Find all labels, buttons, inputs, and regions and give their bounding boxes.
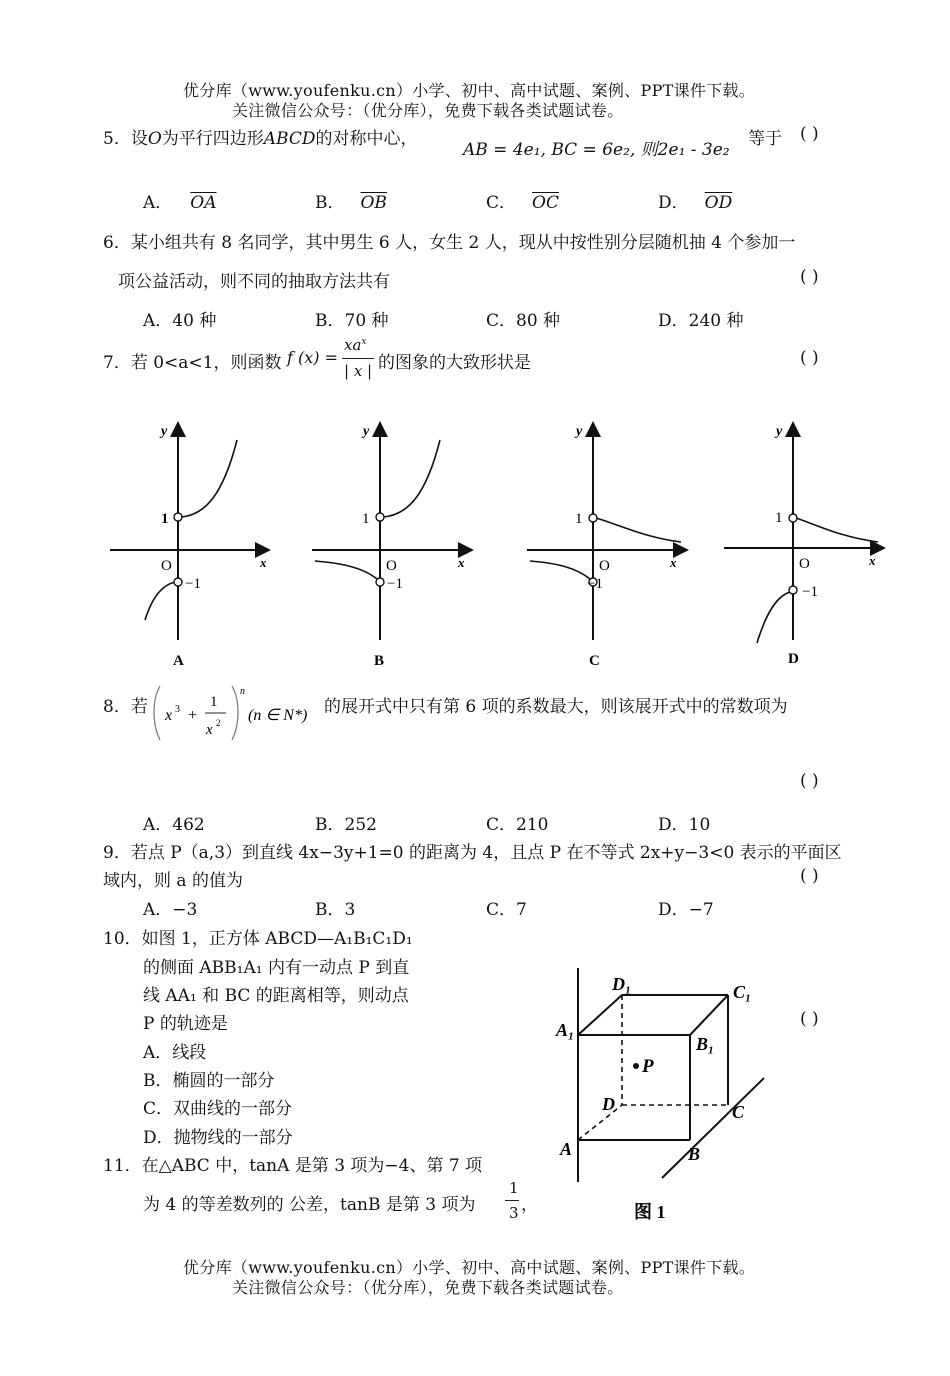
q8-text-a: 若 bbox=[130, 697, 148, 717]
graph-b-open-point-1 bbox=[376, 513, 384, 521]
q5-answer-paren: ( ) bbox=[800, 124, 819, 144]
q8-option-a: A．462 bbox=[143, 815, 205, 835]
q6-option-b: B．70 种 bbox=[315, 311, 389, 331]
graph-d-open-point-neg1 bbox=[789, 586, 797, 594]
q8-plus: + bbox=[188, 707, 198, 724]
q7-fx: f (x) = bbox=[287, 348, 339, 367]
q11-frac-bar bbox=[505, 1200, 519, 1201]
q8-left-paren bbox=[154, 686, 160, 740]
q10-line-2: 的侧面 ABB₁A₁ 内有一动点 P 到直 bbox=[143, 958, 410, 978]
graph-c-curve-left bbox=[530, 561, 590, 579]
graph-a-curve-left bbox=[145, 582, 175, 620]
q5-option-d: D． $\overline{OD}$ bbox=[658, 193, 733, 213]
q10-line-1: 如图 1，正方体 ABCD—A₁B₁C₁D₁ bbox=[141, 929, 413, 949]
q5-o: O bbox=[147, 129, 162, 149]
graph-a-origin: O bbox=[161, 558, 172, 574]
q11-line-1: 在△ABC 中，tanA 是第 3 项为−4、第 7 项 bbox=[141, 1156, 483, 1176]
graph-a-one: 1 bbox=[161, 511, 169, 527]
graph-a-x-label: x bbox=[260, 555, 267, 570]
graph-c-y-label: y bbox=[576, 424, 583, 439]
q8-number: 8． bbox=[103, 697, 131, 717]
graph-b-curve-right bbox=[383, 440, 440, 517]
graph-d-curve-right bbox=[796, 518, 878, 542]
cube-edge-ad bbox=[578, 1105, 622, 1140]
q8-sup3: 3 bbox=[175, 704, 180, 715]
q5-text-c: 的对称中心， bbox=[315, 129, 418, 149]
graph-a-open-point-neg1 bbox=[174, 578, 182, 586]
q5-option-b: B． $\overline{OB}$ bbox=[315, 193, 387, 213]
graph-d-open-point-1 bbox=[789, 514, 797, 522]
q11-tail: ， bbox=[521, 1195, 538, 1215]
q11-frac-den: 3 bbox=[509, 1204, 519, 1222]
q8-condition: (n ∈ N*) bbox=[248, 707, 308, 724]
header-line-1: 优分库（www.youfenku.cn）小学、初中、高中试题、案例、PPT课件下载。 bbox=[183, 81, 756, 100]
q10-line-3: 线 AA₁ 和 BC 的距离相等，则动点 bbox=[143, 986, 409, 1006]
q10-option-b: B．椭圆的一部分 bbox=[143, 1071, 275, 1091]
q7-fraction-bar bbox=[342, 358, 374, 359]
graph-b-label: B bbox=[374, 653, 385, 669]
graph-c-origin: O bbox=[599, 558, 610, 574]
q9-line-2: 域内，则 a 的值为 bbox=[103, 871, 243, 891]
graph-b-one: 1 bbox=[362, 511, 370, 527]
graph-a-y-label: y bbox=[161, 424, 168, 439]
graph-b-neg-one: −1 bbox=[387, 576, 403, 592]
cube-label-d1: D₁ bbox=[612, 974, 632, 994]
graph-a-label: A bbox=[173, 653, 184, 669]
cube-label-c: C bbox=[732, 1102, 745, 1122]
q6-line-1: 某小组共有 8 名同学，其中男生 6 人，女生 2 人，现从中按性别分层随机抽 4 个参加一 bbox=[130, 233, 796, 253]
q6-answer-paren: ( ) bbox=[800, 267, 819, 287]
q7-denominator: | x | bbox=[344, 362, 373, 380]
graph-b-curve-left bbox=[315, 561, 377, 579]
q11-number: 11． bbox=[103, 1156, 142, 1176]
q5-number: 5． bbox=[103, 129, 131, 149]
q8-option-b: B．252 bbox=[315, 815, 377, 835]
q5-text-b: 为平行四边形 bbox=[161, 129, 264, 149]
q5-option-c: C． $\overline{OC}$ bbox=[486, 193, 559, 213]
cube-label-a1: A₁ bbox=[556, 1020, 575, 1040]
graph-c-one: 1 bbox=[575, 511, 583, 527]
q9-option-d: D．−7 bbox=[658, 900, 714, 920]
q10-line-4: P 的轨迹是 bbox=[143, 1014, 228, 1034]
graph-d-label: D bbox=[788, 651, 799, 667]
graph-d-x-label: x bbox=[869, 553, 876, 568]
q8-frac-den: x bbox=[206, 722, 213, 738]
q10-option-c: C．双曲线的一部分 bbox=[143, 1099, 293, 1119]
cube-label-b: B bbox=[688, 1144, 701, 1164]
graph-d-one: 1 bbox=[775, 510, 783, 526]
q6-option-c: C．80 种 bbox=[486, 311, 561, 331]
q8-expression bbox=[150, 682, 325, 744]
cube-caption: 图 1 bbox=[634, 1202, 666, 1222]
footer-line-2: 关注微信公众号：（优分库），免费下载各类试题试卷。 bbox=[232, 1278, 624, 1297]
q6-option-a: A．40 种 bbox=[143, 311, 217, 331]
cube-label-b1: B₁ bbox=[696, 1034, 715, 1054]
q7-numerator: $xa^x$ bbox=[344, 336, 367, 354]
q10-number: 10． bbox=[103, 929, 142, 949]
q10-option-a: A．线段 bbox=[143, 1043, 207, 1063]
cube-point-p bbox=[633, 1063, 639, 1069]
q9-option-c: C．7 bbox=[486, 900, 527, 920]
q8-exp-n: n bbox=[240, 686, 245, 697]
q6-line-2: 项公益活动，则不同的抽取方法共有 bbox=[118, 272, 390, 292]
q7-number: 7． bbox=[103, 353, 131, 373]
q9-line-1: 若点 P（a,3）到直线 4x−3y+1=0 的距离为 4，且点 P 在不等式 2x+y−3<0 表示的平面区 bbox=[130, 843, 842, 863]
q5-abcd: ABCD bbox=[263, 129, 316, 149]
q8-option-d: D．10 bbox=[658, 815, 711, 835]
graph-c bbox=[525, 415, 695, 670]
graph-c-x-label: x bbox=[670, 555, 677, 570]
q9-option-a: A．−3 bbox=[143, 900, 198, 920]
graph-d bbox=[722, 415, 892, 670]
cube-edge-a1d1 bbox=[578, 995, 622, 1035]
cube-line-bc bbox=[662, 1078, 764, 1178]
cube-label-p: P bbox=[642, 1056, 654, 1077]
q5-option-a: A． $\overline{OA}$ bbox=[143, 193, 217, 213]
q8-text-b: 的展开式中只有第 6 项的系数最大，则该展开式中的常数项为 bbox=[324, 697, 788, 717]
graph-a-neg-one: −1 bbox=[185, 576, 201, 592]
q8-sup2: 2 bbox=[216, 718, 221, 728]
graph-d-neg-one: −1 bbox=[802, 584, 818, 600]
q5-text-a: 设 bbox=[130, 129, 148, 149]
q9-number: 9． bbox=[103, 843, 131, 863]
q10-answer-paren: ( ) bbox=[800, 1009, 819, 1029]
footer-line-1: 优分库（www.youfenku.cn）小学、初中、高中试题、案例、PPT课件下载。 bbox=[183, 1258, 756, 1277]
q10-option-d: D．抛物线的一部分 bbox=[143, 1128, 293, 1148]
graph-a bbox=[105, 415, 275, 670]
graph-c-label: C bbox=[589, 653, 600, 669]
q9-option-b: B．3 bbox=[315, 900, 356, 920]
q8-option-c: C．210 bbox=[486, 815, 549, 835]
graph-b bbox=[310, 415, 480, 670]
q11-line-2: 为 4 的等差数列的 公差，tanB 是第 3 项为 bbox=[143, 1195, 476, 1215]
graph-b-x-label: x bbox=[458, 555, 465, 570]
q8-x: x bbox=[165, 707, 173, 724]
graph-d-y-label: y bbox=[776, 424, 783, 439]
graph-a-open-point-1 bbox=[174, 513, 182, 521]
q8-answer-paren: ( ) bbox=[800, 771, 819, 791]
q8-frac-num: 1 bbox=[210, 694, 218, 710]
q8-right-paren bbox=[232, 686, 238, 740]
cube-label-d: D bbox=[602, 1094, 615, 1114]
q5-formula: AB = 4e₁, BC = 6e₂, 则2e₁ - 3e₂ bbox=[463, 140, 730, 160]
graph-b-y-label: y bbox=[363, 424, 370, 439]
graph-d-origin: O bbox=[799, 556, 810, 572]
q9-answer-paren: ( ) bbox=[800, 866, 819, 886]
q5-ending: 等于 bbox=[748, 129, 782, 149]
q6-option-d: D．240 种 bbox=[658, 311, 744, 331]
q7-text-b: 的图象的大致形状是 bbox=[378, 353, 531, 373]
cube-figure bbox=[550, 960, 780, 1230]
graph-a-curve-right bbox=[181, 440, 237, 517]
graph-b-origin: O bbox=[386, 558, 397, 574]
q7-answer-paren: ( ) bbox=[800, 348, 819, 368]
header-line-2: 关注微信公众号：（优分库），免费下载各类试题试卷。 bbox=[232, 101, 624, 120]
q11-frac-num: 1 bbox=[509, 1179, 519, 1197]
graph-c-neg-one: −1 bbox=[587, 576, 603, 592]
cube-label-c1: C₁ bbox=[733, 982, 752, 1002]
graph-d-curve-left bbox=[757, 592, 790, 643]
q6-number: 6． bbox=[103, 233, 131, 253]
cube-label-a: A bbox=[560, 1139, 573, 1159]
graph-c-curve-right bbox=[596, 518, 681, 542]
q7-text-a: 若 0<a<1，则函数 bbox=[130, 353, 282, 373]
graph-c-open-point-1 bbox=[589, 514, 597, 522]
graph-b-open-point-neg1 bbox=[376, 578, 384, 586]
cube-edge-b1c1 bbox=[690, 995, 728, 1035]
